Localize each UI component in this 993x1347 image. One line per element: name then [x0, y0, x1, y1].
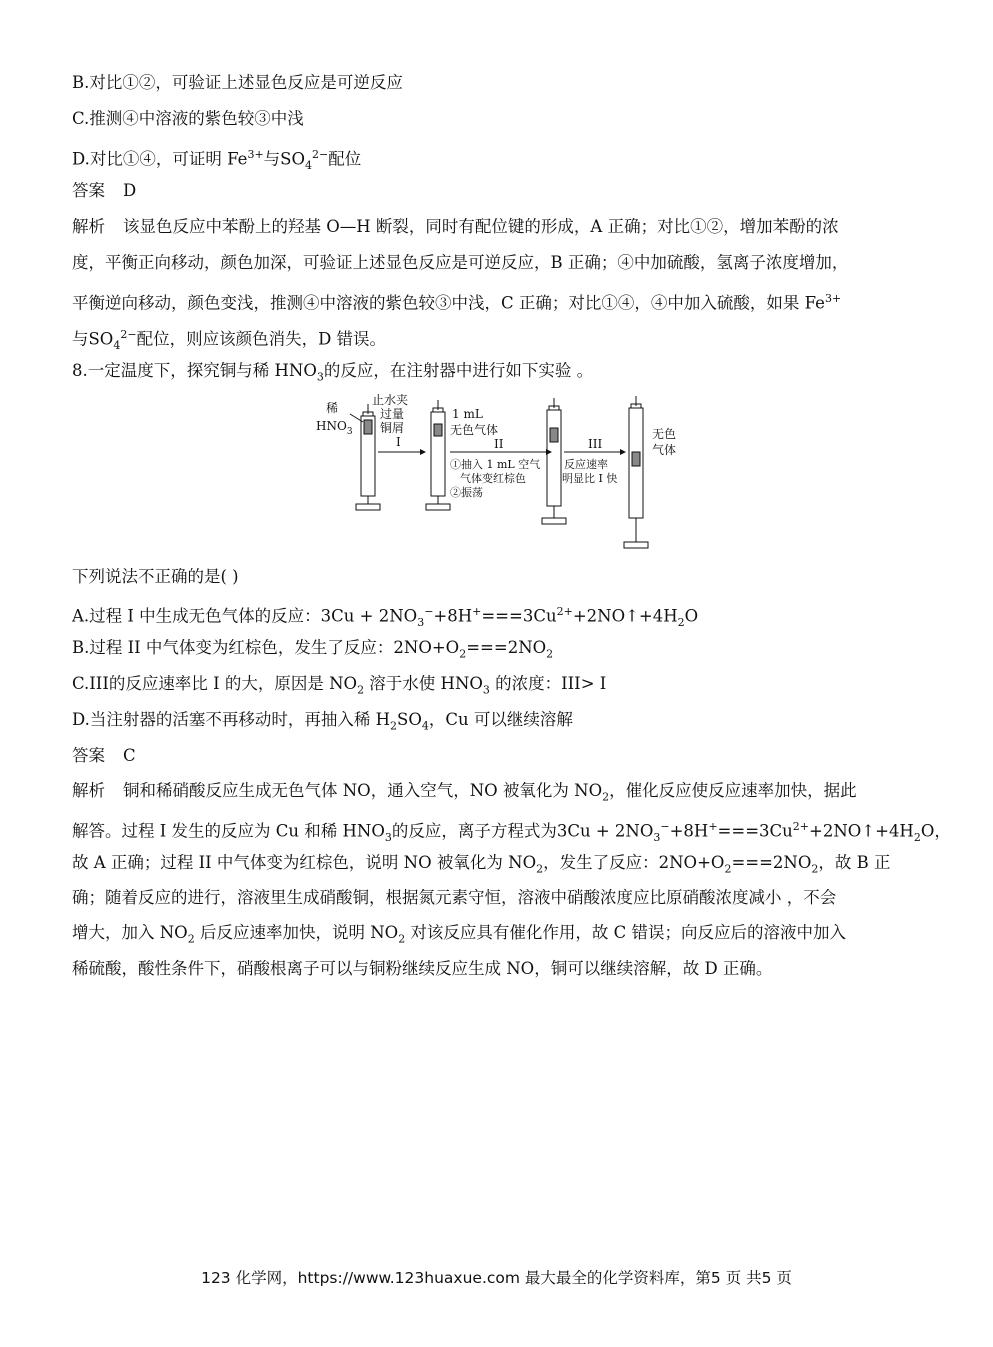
q8-analysis-line-2: 解答。过程 I 发生的反应为 Cu 和稀 $HNO_3$的反应，离子方程式为$3Cu + 2NO_3^-+8H^+===3Cu^{2+}+2NO↑+4H_2O$， [72, 820, 951, 844]
step2-note-3: ②振荡 [450, 486, 483, 499]
syringe-3 [542, 398, 566, 524]
label-1ml: 1 mL [452, 407, 483, 421]
step3-note-1: 反应速率 [564, 458, 608, 471]
q8-analysis-line-6: 稀硫酸，酸性条件下，硝酸根离子可以与铜粉继续反应生成 NO，铜可以继续溶解，故 D 正确。 [72, 959, 773, 978]
label-copper: 铜屑 [380, 421, 405, 435]
syringe-2 [426, 400, 450, 510]
q7-analysis-line-4: 与$SO_4^{2-}$配位，则应该颜色消失，D 错误。 [72, 328, 387, 352]
q8-option-b: B.过程 II 中气体变为红棕色，发生了反应：$2NO+O_2===2NO_2$ [72, 638, 554, 661]
label-excess: 过量 [380, 407, 405, 421]
label-step-3: III [588, 437, 603, 451]
step2-note-1: ①抽入 1 mL 空气 [450, 458, 541, 471]
q8-answer: 答案 C [72, 746, 136, 765]
label-colorless-gas: 无色气体 [450, 423, 499, 437]
q8-question: 下列说法不正确的是( ) [72, 567, 239, 586]
step3-note-2: 明显比 I 快 [562, 472, 618, 485]
q8-analysis-line-4: 确；随着反应的进行，溶液里生成硝酸铜，根据氮元素守恒，溶液中硝酸浓度应比原硝酸浓度减小 ，不会 [72, 888, 837, 907]
q7-option-c: C.推测④中溶液的紫色较③中浅 [72, 109, 304, 128]
q7-analysis-line-3: 平衡逆向移动，颜色变浅，推测④中溶液的紫色较③中浅，C 正确；对比①④，④中加入硫酸，如果 $Fe^{3+}$ [72, 292, 842, 313]
q8-analysis-line-5: 增大，加入 $NO_2$ 后反应速率加快，说明 $NO_2$ 对该反应具有催化作用，故 C 错误；向反应后的溶液中加入 [72, 923, 847, 946]
q8-analysis-line-1: 解析 铜和稀硝酸反应生成无色气体 NO，通入空气，NO 被氧化为 $NO_2$，催化反应使反应速率加快，据此 [72, 781, 857, 804]
label-gas: 气体 [652, 443, 677, 457]
q8-option-d: D.当注射器的活塞不再移动时，再抽入稀 $H_2SO_4$，Cu 可以继续溶解 [72, 710, 573, 733]
q8-option-a: A.过程 I 中生成无色气体的反应：$3Cu + 2NO_3^-+8H^+===3Cu^{2+}+2NO↑+4H_2O$ [72, 605, 699, 629]
label-step-2: II [494, 437, 504, 451]
label-colorless: 无色 [652, 427, 677, 441]
q7-option-b: B.对比①②，可验证上述显色反应是可逆反应 [72, 73, 403, 92]
q7-option-d: D.对比①④，可证明 $Fe^{3+}$与$SO_4^{2-}$配位 [72, 148, 362, 172]
q8-stem: 8.一定温度下，探究铜与稀 $HNO_3$的反应，在注射器中进行如下实验 。 [72, 361, 594, 384]
label-step-1: I [396, 435, 401, 449]
label-hno3: $HNO_3$ [316, 419, 353, 437]
q7-analysis-line-1: 解析 该显色反应中苯酚上的羟基 O—H 断裂，同时有配位键的形成，A 正确；对比①②，增加苯酚的浓 [72, 217, 839, 236]
q8-analysis-line-3: 故 A 正确；过程 II 中气体变为红棕色，说明 NO 被氧化为 $NO_2$，发生了反应：$2NO+O_2===2NO_2$，故 B 正 [72, 853, 891, 876]
syringe-4 [624, 396, 648, 548]
label-clip: 止水夹 [372, 393, 409, 407]
label-dilute: 稀 [326, 401, 339, 415]
q8-option-c: C.III的反应速率比 I 的大，原因是 $NO_2$ 溶于水使 $HNO_3$ 的浓度：III> I [72, 674, 607, 697]
q7-answer: 答案 D [72, 181, 137, 200]
step2-note-2: 气体变红棕色 [460, 472, 526, 485]
experiment-figure [308, 392, 700, 556]
page-footer: 123 化学网，https://www.123huaxue.com 最大最全的化学资料库，第5 页 共5 页 [201, 1269, 792, 1287]
q7-analysis-line-2: 度，平衡正向移动，颜色加深，可验证上述显色反应是可逆反应，B 正确；④中加硫酸，氢离子浓度增加， [72, 253, 849, 272]
